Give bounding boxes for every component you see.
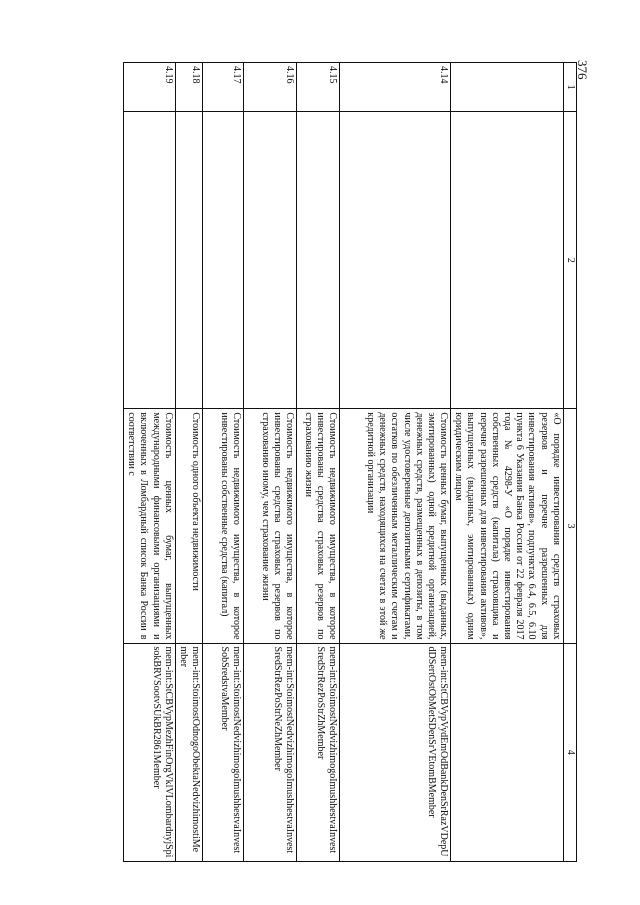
rotated-table-container	[93, 62, 577, 862]
row-number: 4.16	[244, 63, 297, 112]
table-row	[203, 63, 244, 862]
row-description: Стоимость ценных бумаг, выпущенных международными финансовыми организациями и включенных в Ломбардный список Банка России в соответствии с	[124, 409, 176, 643]
row-element: mem-int:StCBVypMezhFinOrgVklVLombardnyjSpisokBRVSootvSUkBR2861Member	[124, 643, 176, 861]
column-number-row	[563, 63, 576, 862]
row-number: 4.14	[340, 63, 451, 112]
row-description: Стоимость недвижимого имущества, в которое инвестированы собственные средства (капитал)	[203, 409, 244, 643]
row-col2	[340, 112, 451, 409]
table-row	[297, 63, 340, 862]
row-description: «О порядке инвестирования средств страховых резервов и перечне разрешенных для инвестирования активов», подпунктах 6.4, 6.5, 6.10 пункта 6 Указания Банка России от 22 февраля 2017 года № 4298-У «О порядке инвестирования собственных средств (капитала) страховщика и перечне разрешенных для инвестирования активов», выпущенных (выданных, эмитированных) одним юридическим лицом	[451, 409, 564, 643]
row-col2	[451, 112, 564, 409]
row-element: mem-int:StoimostNedvizhimogoImushhestvaInvestSobSredstvaMember	[203, 643, 244, 861]
row-number: 4.15	[297, 63, 340, 112]
column-number-1: 1	[563, 63, 576, 112]
row-element: mem-int:StCBVypVydEmOdBankDenSrRazVDepUdDSertOstObMetSDenSrVEtomBMember	[340, 643, 451, 861]
table-row	[175, 63, 202, 862]
table-row	[451, 63, 564, 862]
column-number-2: 2	[563, 112, 576, 409]
row-col2	[124, 112, 176, 409]
row-description: Стоимость ценных бумаг, выпущенных (выданных, эмитированных) одной кредитной организацией, денежных средств, размещенных в депозиты, в том числе удостоверенные депозитными сертификатами, остатков по обезличенным металлическим счетам и денежных средств, находящихся на счетах в этой же кредитной организации	[340, 409, 451, 643]
row-col2	[203, 112, 244, 409]
row-col2	[297, 112, 340, 409]
row-element: mem-int:StoimostOdnogoObektaNedvizhimostiMember	[175, 643, 202, 861]
row-col2	[175, 112, 202, 409]
table-row	[340, 63, 451, 862]
table-row	[124, 63, 176, 862]
row-description: Стоимость недвижимого имущества, в которое инвестированы средства страховых резервов по страхованию иному, чем страхование жизни	[244, 409, 297, 643]
document-table	[123, 62, 577, 862]
row-number: 4.19	[124, 63, 176, 112]
column-number-3: 3	[563, 409, 576, 643]
row-col2	[244, 112, 297, 409]
row-number: 4.18	[175, 63, 202, 112]
row-number	[451, 63, 564, 112]
table-row	[244, 63, 297, 862]
row-description: Стоимость недвижимого имущества, в которое инвестированы средства страховых резервов по страхованию жизни	[297, 409, 340, 643]
row-element	[451, 643, 564, 861]
row-element: mem-int:StoimostNedvizhimogoImushhestvaInvestSredStrRezPoStrZhMember	[297, 643, 340, 861]
row-description: Стоимость одного объекта недвижимости	[175, 409, 202, 643]
row-number: 4.17	[203, 63, 244, 112]
page-number: 376	[575, 60, 590, 80]
row-element: mem-int:StoimostNedvizhimogoImushhestvaInvestSredStrRezPoStrNeZhMember	[244, 643, 297, 861]
column-number-4: 4	[563, 643, 576, 861]
